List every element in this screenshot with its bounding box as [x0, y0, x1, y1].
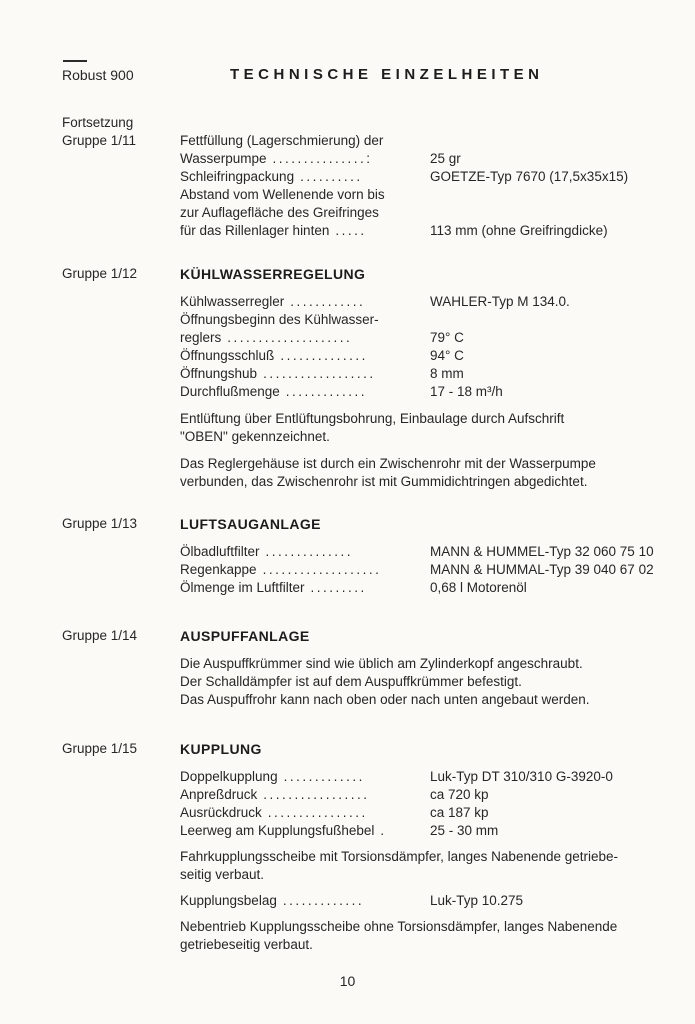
group-column: [62, 515, 180, 597]
spec-row: [180, 786, 671, 804]
spec-value: MANN & HUMMEL-Typ 32 060 75 10: [430, 544, 654, 559]
spec-row: [180, 365, 671, 383]
spec-value: 17 - 18 m³/h: [430, 384, 503, 399]
group-label: Gruppe 1/12: [62, 266, 138, 281]
spec-value: [430, 132, 671, 150]
spec-label: Kühlwasserregler: [180, 294, 285, 309]
page-header: [62, 66, 671, 84]
spec-row: [180, 311, 671, 329]
section-content: [180, 627, 671, 709]
leader-dots: ............: [290, 294, 366, 309]
spec-row: [180, 579, 671, 597]
spec-row: [180, 204, 671, 222]
paragraph-line: Nebentrieb Kupplungsscheibe ohne Torsionsdämpfer, langes Nabenende: [180, 919, 618, 934]
spec-value: 79° C: [430, 330, 464, 345]
spec-value: Luk-Typ DT 310/310 G-3920-0: [430, 769, 613, 784]
spec-row: [180, 822, 671, 840]
group-label: Gruppe 1/13: [62, 516, 138, 531]
group-label: Gruppe 1/14: [62, 628, 138, 643]
spec-label: Ölbadluftfilter: [180, 544, 260, 559]
section-gruppe-1-14: [62, 627, 671, 709]
spec-row: [180, 892, 671, 910]
leader-dots: ...............:: [272, 151, 373, 166]
spec-value: 8 mm: [430, 366, 464, 381]
spec-table: [180, 132, 671, 240]
paragraph-line: Das Auspuffrohr kann nach oben oder nach unten angebaut werden.: [180, 692, 590, 707]
paragraph: [180, 455, 671, 491]
spec-label: Schleifringpackung: [180, 169, 295, 184]
leader-dots: ..............: [280, 348, 368, 363]
spec-label: Öffnungsbeginn des Kühlwasser-: [180, 312, 379, 327]
spec-row: [180, 168, 671, 186]
spec-row: [180, 804, 671, 822]
continuation-label: Fortsetzung: [62, 115, 134, 130]
spec-label: reglers: [180, 330, 222, 345]
paragraph-line: verbunden, das Zwischenrohr ist mit Gummidichtringen abgedichtet.: [180, 474, 588, 489]
leader-dots: .........: [310, 580, 367, 595]
spec-row: [180, 768, 671, 786]
spec-label: Fettfüllung (Lagerschmierung) der: [180, 133, 384, 148]
paragraph: [180, 848, 671, 884]
group-column: [62, 114, 180, 240]
section-gruppe-1-11: [62, 114, 671, 240]
paragraph-line: "OBEN" gekennzeichnet.: [180, 429, 330, 444]
spec-row: [180, 347, 671, 365]
leader-dots: ....................: [227, 330, 353, 345]
leader-dots: .............: [283, 769, 365, 784]
leader-dots: .................: [263, 787, 370, 802]
spec-label: für das Rillenlager hinten: [180, 223, 330, 238]
spec-value: ca 720 kp: [430, 787, 489, 802]
leader-dots: ................: [267, 805, 368, 820]
group-label: Gruppe 1/15: [62, 741, 138, 756]
group-label: Gruppe 1/11: [62, 133, 137, 148]
spec-label: Regenkappe: [180, 562, 257, 577]
paragraph-line: Fahrkupplungsscheibe mit Torsionsdämpfer, langes Nabenende getriebe-: [180, 849, 619, 864]
leader-dots: .....: [335, 223, 367, 238]
section-gruppe-1-15: [62, 740, 671, 954]
leader-dots: .............: [282, 893, 365, 908]
spec-label: Öffnungshub: [180, 366, 258, 381]
spec-value: Luk-Typ 10.275: [430, 893, 524, 908]
spec-label: Durchflußmenge: [180, 384, 280, 399]
leader-dots: ..................: [263, 366, 376, 381]
spec-label: Abstand vom Wellenende vorn bis: [180, 187, 385, 202]
spec-row: [180, 132, 671, 150]
leader-dots: ..............: [265, 544, 354, 559]
spec-label: Ausrückdruck: [180, 805, 262, 820]
group-column: [62, 265, 180, 491]
spec-row: [180, 293, 671, 311]
spec-row: [180, 186, 671, 204]
spec-row: [180, 383, 671, 401]
spec-value: WAHLER-Typ M 134.0.: [430, 294, 570, 309]
spec-value: 25 gr: [430, 151, 461, 166]
paragraph: [180, 918, 671, 954]
leader-dots: .: [380, 823, 387, 838]
section-heading: LUFTSAUGANLAGE: [180, 516, 321, 532]
spec-value: ca 187 kp: [430, 805, 489, 820]
group-column: [62, 740, 180, 954]
spec-value: 25 - 30 mm: [430, 823, 499, 838]
spec-value: 113 mm (ohne Greifringdicke): [430, 223, 608, 238]
section-content: [180, 515, 671, 597]
spec-label: Ölmenge im Luftfilter: [180, 580, 305, 595]
section-heading: KUPPLUNG: [180, 741, 262, 757]
spec-value: [430, 186, 671, 204]
paragraph-line: getriebeseitig verbaut.: [180, 937, 313, 952]
spec-label: Wasserpumpe: [180, 151, 267, 166]
spec-row: [180, 222, 671, 240]
section-content: [180, 265, 671, 491]
group-column: [62, 627, 180, 709]
paragraph-line: Entlüftung über Entlüftungsbohrung, Einbaulage durch Aufschrift: [180, 411, 565, 426]
section-gruppe-1-12: [62, 265, 671, 491]
section-gruppe-1-13: [62, 515, 671, 597]
spec-label: zur Auflagefläche des Greifringes: [180, 205, 379, 220]
spec-row: [180, 329, 671, 347]
spec-value: 0,68 l Motorenöl: [430, 580, 527, 595]
spec-value: MANN & HUMMAL-Typ 39 040 67 02: [430, 562, 654, 577]
section-content: [180, 740, 671, 954]
spec-label: Öffnungsschluß: [180, 348, 275, 363]
leader-dots: ..........: [300, 169, 363, 184]
spec-row: [180, 561, 671, 579]
paragraph-line: Die Auspuffkrümmer sind wie üblich am Zylinderkopf angeschraubt.: [180, 656, 583, 671]
spec-label: Leerweg am Kupplungsfußhebel: [180, 823, 375, 838]
paragraph-line: Das Reglergehäuse ist durch ein Zwischenrohr mit der Wasserpumpe: [180, 456, 596, 471]
spec-label: Doppelkupplung: [180, 769, 278, 784]
paragraph: [180, 655, 671, 709]
spec-value: [430, 204, 671, 222]
spec-row: [180, 150, 671, 168]
leader-dots: .............: [285, 384, 368, 399]
page-number: 10: [339, 973, 356, 989]
spec-label: Anpreßdruck: [180, 787, 258, 802]
spec-value: [430, 311, 671, 329]
paragraph-line: seitig verbaut.: [180, 867, 265, 882]
spec-row: [180, 543, 671, 561]
leader-dots: ...................: [262, 562, 382, 577]
spec-value: GOETZE-Typ 7670 (17,5x35x15): [430, 169, 629, 184]
spec-value: 94° C: [430, 348, 464, 363]
spec-label: Kupplungsbelag: [180, 893, 277, 908]
section-heading: KÜHLWASSERREGELUNG: [180, 266, 366, 282]
paragraph-line: Der Schalldämpfer ist auf dem Auspuffkrümmer befestigt.: [180, 674, 522, 689]
page-title: TECHNISCHE EINZELHEITEN: [230, 66, 544, 83]
paragraph: [180, 410, 671, 446]
model-label: Robust 900: [62, 66, 180, 84]
section-heading: AUSPUFFANLAGE: [180, 628, 310, 644]
